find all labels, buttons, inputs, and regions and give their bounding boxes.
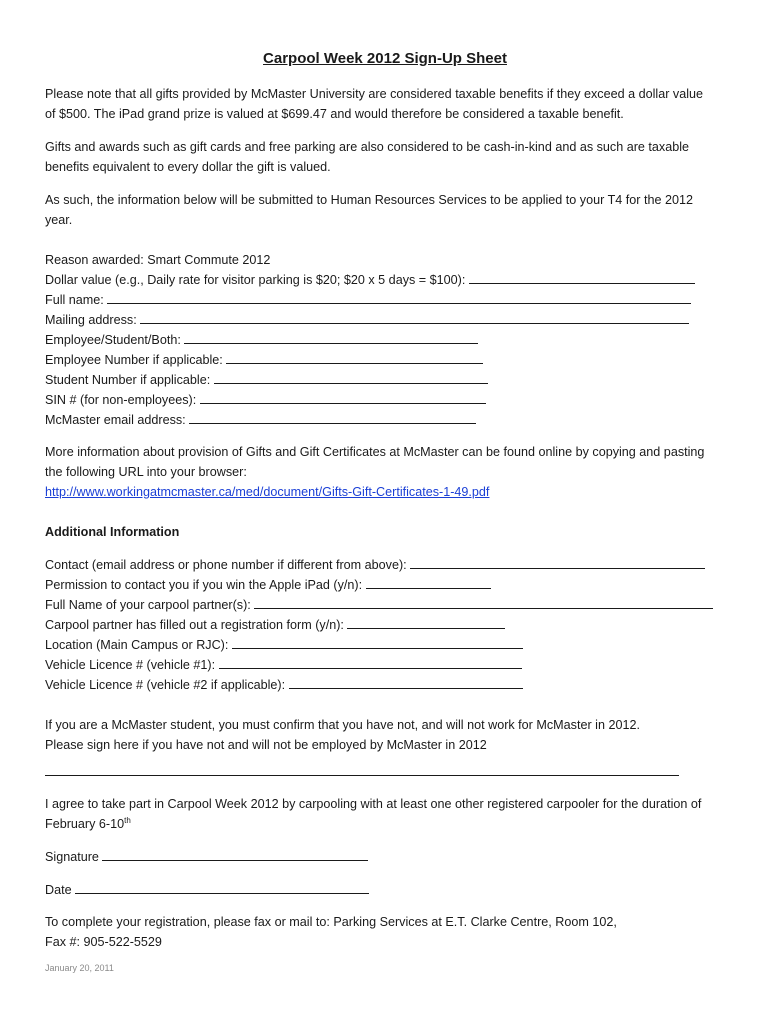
mailing-address-label: Mailing address: <box>45 313 137 327</box>
vehicle-licence-2-row <box>45 677 523 693</box>
mailing-address-field[interactable] <box>140 312 689 324</box>
employee-number-field[interactable] <box>226 352 483 364</box>
complete-registration-line-1: To complete your registration, please fax or mail to: Parking Services at E.T. Clarke Centre, Room 102, <box>45 915 617 929</box>
student-number-row <box>45 372 488 388</box>
intro-paragraph-2-line-1: Gifts and awards such as gift cards and free parking are also considered to be cash-in-kind and as such are taxable <box>45 140 690 154</box>
intro-paragraph-3-line-1: As such, the information below will be submitted to Human Resources Services to be applied to your T4 for the 2012 <box>45 193 693 207</box>
location-row <box>45 637 523 653</box>
date-field[interactable] <box>75 882 369 894</box>
partner-names-field[interactable] <box>254 597 713 609</box>
status-field[interactable] <box>184 332 478 344</box>
fax-number: Fax #: 905-522-5529 <box>45 935 162 949</box>
student-number-label: Student Number if applicable: <box>45 373 211 387</box>
partner-registered-field[interactable] <box>347 617 505 629</box>
sin-label: SIN # (for non-employees): <box>45 393 197 407</box>
intro-paragraph-1-line-2: of $500. The iPad grand prize is valued at $699.47 and would therefore be considered a taxable benefit. <box>45 107 624 121</box>
signature-label: Signature <box>45 850 99 864</box>
signature-field[interactable] <box>102 849 368 861</box>
intro-paragraph-1-line-1: Please note that all gifts provided by McMaster University are considered taxable benefits if they exceed a dollar value <box>45 87 704 101</box>
partner-names-label: Full Name of your carpool partner(s): <box>45 598 251 612</box>
sin-field[interactable] <box>200 392 486 404</box>
location-field[interactable] <box>232 637 523 649</box>
gifts-policy-link-row <box>45 484 489 500</box>
permission-label: Permission to contact you if you win the Apple iPad (y/n): <box>45 578 363 592</box>
student-number-field[interactable] <box>214 372 488 384</box>
vehicle-licence-1-row <box>45 657 522 673</box>
employee-number-row <box>45 352 483 368</box>
permission-field[interactable] <box>366 577 491 589</box>
mailing-address-row <box>45 312 689 328</box>
student-signature-field[interactable] <box>45 775 679 776</box>
more-info-line-2: the following URL into your browser: <box>45 465 247 479</box>
intro-paragraph-3-line-2: year. <box>45 213 73 227</box>
vehicle-licence-1-field[interactable] <box>219 657 522 669</box>
full-name-label: Full name: <box>45 293 104 307</box>
contact-label: Contact (email address or phone number if different from above): <box>45 558 407 572</box>
status-row <box>45 332 478 348</box>
dollar-value-row <box>45 272 695 288</box>
full-name-row <box>45 292 691 308</box>
status-label: Employee/Student/Both: <box>45 333 181 347</box>
contact-field[interactable] <box>410 557 705 569</box>
agreement-line-2 <box>45 816 131 832</box>
more-info-line-1: More information about provision of Gifts and Gift Certificates at McMaster can be found online by copying and pasting <box>45 445 705 459</box>
dollar-value-field[interactable] <box>469 272 695 284</box>
date-label: Date <box>45 883 72 897</box>
partner-names-row <box>45 597 713 613</box>
employee-number-label: Employee Number if applicable: <box>45 353 223 367</box>
full-name-field[interactable] <box>107 292 691 304</box>
agreement-date-text: February 6-10 <box>45 817 125 831</box>
student-confirm-line-1: If you are a McMaster student, you must confirm that you have not, and will not work for McMaster in 2012. <box>45 718 640 732</box>
gifts-policy-link[interactable]: http://www.workingatmcmaster.ca/med/document/Gifts-Gift-Certificates-1-49.pdf <box>45 485 490 499</box>
partner-registered-label: Carpool partner has filled out a registration form (y/n): <box>45 618 344 632</box>
contact-row <box>45 557 705 573</box>
agreement-date-suffix: th <box>124 815 131 825</box>
agreement-line-1: I agree to take part in Carpool Week 2012 by carpooling with at least one other registered carpooler for the duration of <box>45 797 702 811</box>
sin-row <box>45 392 486 408</box>
signature-row <box>45 849 368 865</box>
page-title: Carpool Week 2012 Sign-Up Sheet <box>263 50 507 67</box>
date-row <box>45 882 369 898</box>
additional-information-heading: Additional Information <box>45 525 180 539</box>
vehicle-licence-2-label: Vehicle Licence # (vehicle #2 if applicable): <box>45 678 286 692</box>
vehicle-licence-2-field[interactable] <box>289 677 523 689</box>
dollar-value-label: Dollar value (e.g., Daily rate for visitor parking is $20; $20 x 5 days = $100): <box>45 273 466 287</box>
email-field[interactable] <box>189 412 476 424</box>
reason-awarded: Reason awarded: Smart Commute 2012 <box>45 253 271 267</box>
student-confirm-line-2: Please sign here if you have not and will not be employed by McMaster in 2012 <box>45 738 487 752</box>
permission-row <box>45 577 491 593</box>
partner-registered-row <box>45 617 505 633</box>
location-label: Location (Main Campus or RJC): <box>45 638 229 652</box>
vehicle-licence-1-label: Vehicle Licence # (vehicle #1): <box>45 658 216 672</box>
intro-paragraph-2-line-2: benefits equivalent to every dollar the gift is valued. <box>45 160 331 174</box>
email-row <box>45 412 476 428</box>
footer-date: January 20, 2011 <box>45 963 114 973</box>
email-label: McMaster email address: <box>45 413 186 427</box>
